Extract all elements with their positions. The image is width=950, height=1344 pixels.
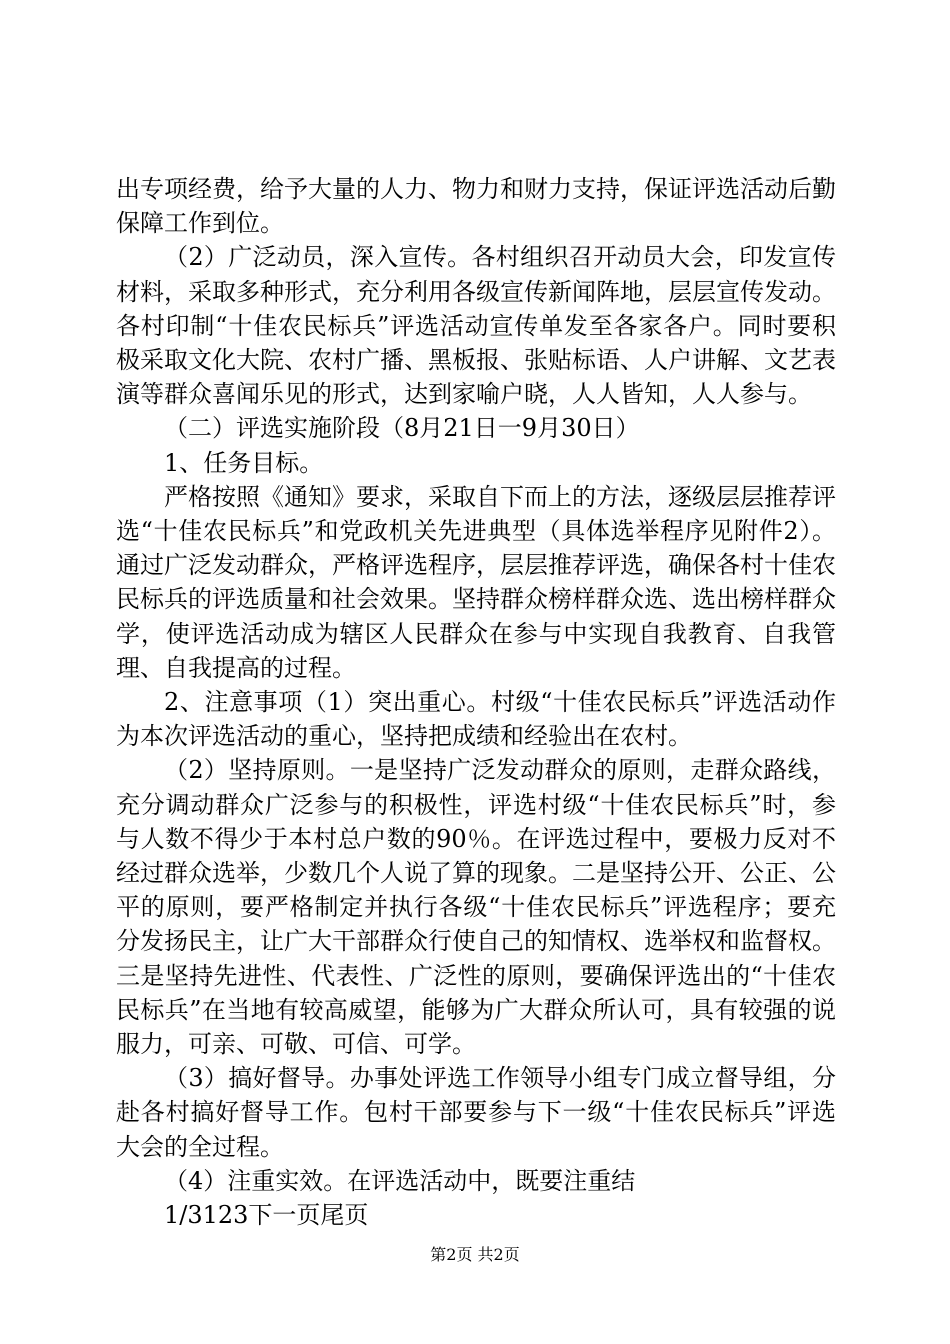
section-heading: （二）评选实施阶段（8月21日一9月30日）	[164, 414, 640, 443]
page-footer: 第2页 共2页	[430, 1245, 520, 1264]
paragraph-effectiveness: （4）注重实效。在评选活动中，既要注重结	[164, 1166, 636, 1195]
pagination-link[interactable]: 1/3123下一页尾页	[164, 1201, 369, 1230]
paragraph-2: （2）广泛动员，深入宣传。各村组织召开动员大会，印发宣传材料，采取多种形式，充分利用各级宣传新闻阵地，层层宣传发动。各村印制“十佳农民标兵”评选活动宣传单发至各家各户。同时要积极采取文化大院、农村广播、黑板报、张贴标语、人户讲解、文艺表演等群众喜闻乐见的形式，达到家喻户晓，人人皆知，人人参与。	[116, 243, 836, 409]
document-body	[116, 172, 836, 1232]
paragraph-principles: （2）坚持原则。一是坚持广泛发动群众的原则，走群众路线，充分调动群众广泛参与的积极性，评选村级“十佳农民标兵”时，参与人数不得少于本村总户数的90％。在评选过程中，要极力反对不经过群众选举，少数几个人说了算的现象。二是坚持公开、公正、公平的原则，要严格制定并执行各级“十佳农民标兵”评选程序；要充分发扬民主，让广大干部群众行使自己的知情权、选举权和监督权。三是坚持先进性、代表性、广泛性的原则，要确保评选出的“十佳农民标兵”在当地有较高威望，能够为广大群众所认可，具有较强的说服力，可亲、可敬、可信、可学。	[116, 756, 836, 1059]
paragraph-supervision: （3）搞好督导。办事处评选工作领导小组专门成立督导组，分赴各村搞好督导工作。包村干部要参与下一级“十佳农民标兵”评选大会的全过程。	[116, 1064, 836, 1161]
paragraph-notes: 2、注意事项（1）突出重心。村级“十佳农民标兵”评选活动作为本次评选活动的重心，坚持把成绩和经验出在农村。	[116, 688, 836, 751]
subheading-task: 1、任务目标。	[164, 448, 324, 477]
paragraph-1: 出专项经费，给予大量的人力、物力和财力支持，保证评选活动后勤保障工作到位。	[116, 175, 836, 238]
paragraph-task: 严格按照《通知》要求，采取自下而上的方法，逐级层层推荐评选“十佳农民标兵”和党政机关先进典型（具体选举程序见附件2）。通过广泛发动群众，严格评选程序，层层推荐评选，确保各村十佳农民标兵的评选质量和社会效果。坚持群众榜样群众选、选出榜样群众学，使评选活动成为辖区人民群众在参与中实现自我教育、自我管理、自我提高的过程。	[116, 482, 836, 682]
